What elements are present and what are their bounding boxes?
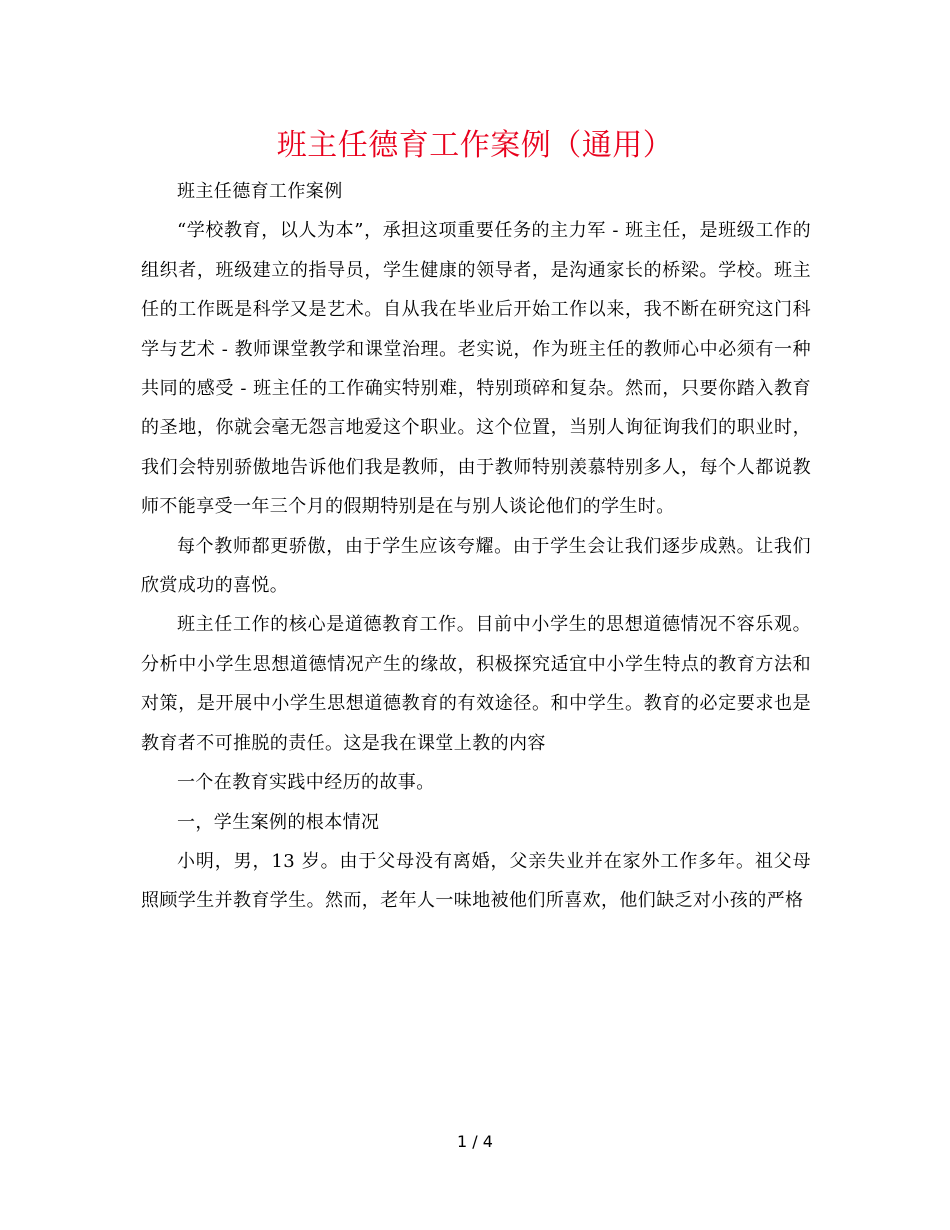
paragraph-case-detail: 小明，男，13 岁。由于父母没有离婚，父亲失业并在家外工作多年。祖父母照顾学生并教育学生。然而，老年人一味地被他们所喜欢，他们缺乏对小孩的严格: [141, 850, 811, 912]
paragraph-story: 一个在教育实践中经历的故事。: [177, 772, 435, 794]
paragraph-moral-education: 班主任工作的核心是道德教育工作。目前中小学生的思想道德情况不容乐观。分析中小学生思想道德情况产生的缘故，积极探究适宜中小学生特点的教育方法和对策，是开展中小学生思想道德教育的有效途径。和中学生。教育的必定要求也是教育者不可推脱的责任。这是我在课堂上教的内容: [141, 614, 811, 754]
page-number: 1 / 4: [457, 1132, 493, 1151]
document-body: [141, 172, 811, 921]
paragraph-subtitle: 班主任德育工作案例: [177, 181, 343, 202]
paragraph-intro: “学校教育，以人为本”，承担这项重要任务的主力军 - 班主任，是班级工作的组织者，班级建立的指导员，学生健康的领导者，是沟通家长的桥梁。学校。班主任的工作既是科学又是艺术。自从我在毕业后开始工作以来，我不断在研究这门科学与艺术 - 教师课堂教学和课堂治理。老实说，作为班主任的教师心中必须有一种共同的感受 - 班主任的工作确实特别难，特别琐碎和复杂。然而，只要你踏入教育的圣地，你就会毫无怨言地爱这个职业。这个位置，当别人询征询我们的职业时，我们会特别骄傲地告诉他们我是教师，由于教师特别羡慕特别多人，每个人都说教师不能享受一年三个月的假期特别是在与别人谈论他们的学生时。: [141, 220, 811, 518]
paragraph-pride: 每个教师都更骄傲，由于学生应该夸耀。由于学生会让我们逐步成熟。让我们欣赏成功的喜悦。: [141, 535, 811, 597]
section-heading-case: 一，学生案例的根本情况: [177, 811, 380, 833]
document-title: 班主任德育工作案例（通用）: [276, 128, 674, 163]
